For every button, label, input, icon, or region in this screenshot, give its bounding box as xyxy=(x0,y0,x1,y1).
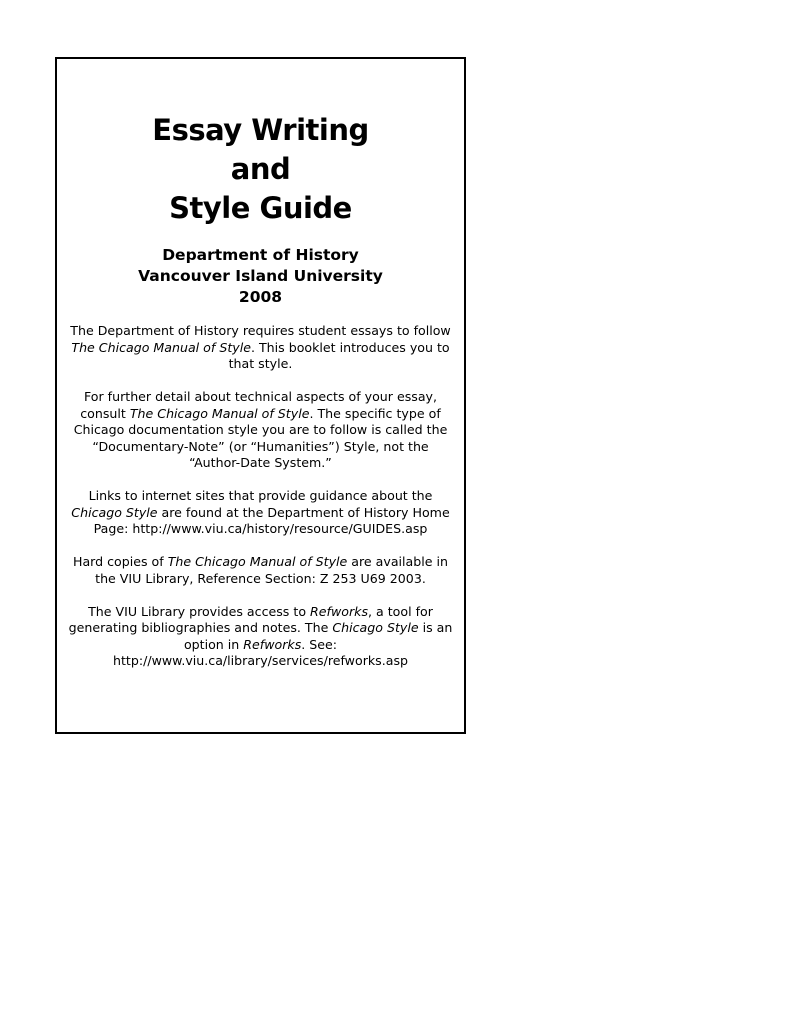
p3-text-c: are found at the Department of History Home Page: http://www.viu.ca/history/resource/GUIDES.asp xyxy=(93,504,450,536)
p5-refworks: Refworks xyxy=(310,603,369,619)
p2-text-a: For further detail about technical aspects of your essay, consult xyxy=(80,389,438,421)
p2-manual-title: The Chicago Manual of Style xyxy=(129,405,310,421)
p5-text-c: , a tool for generating bibliographies and notes. The xyxy=(68,603,433,635)
p5-style-name: Chicago Style xyxy=(332,620,419,635)
title-line-3: Style Guide xyxy=(169,191,352,225)
refworks-url: http://www.viu.ca/library/services/refworks.asp xyxy=(113,653,408,668)
paragraph-refworks xyxy=(67,604,454,670)
p2-text-c: . The specific type of Chicago documentation style you are to follow is called the “Documentary-Note” (or “Humanities”) Style, not the “Author-Date System.” xyxy=(73,405,448,470)
department-name: Department of History xyxy=(162,246,359,264)
p3-text-a: Links to internet sites that provide guidance about the xyxy=(88,488,433,503)
p5-text-a: The VIU Library provides access to xyxy=(88,603,311,619)
p5-text-e: is an option in xyxy=(183,620,453,652)
paragraph-further-detail xyxy=(67,389,454,472)
p4-text-c: are available in the VIU Library, Reference Section: Z 253 U69 2003. xyxy=(95,554,448,586)
university-name: Vancouver Island University xyxy=(138,267,383,285)
p4-manual-title: The Chicago Manual of Style xyxy=(167,554,348,569)
p1-text-c: . This booklet introduces you to that style. xyxy=(228,339,450,371)
p5-refworks-2: Refworks xyxy=(243,636,302,652)
title-line-2: and xyxy=(230,152,291,186)
p5-text-g: . See: xyxy=(301,636,338,652)
p1-text-a: The Department of History requires student essays to follow xyxy=(70,323,451,338)
department-block xyxy=(57,245,464,308)
paragraph-requirement xyxy=(67,323,454,373)
p3-style-name: Chicago Style xyxy=(71,504,158,520)
p4-text-a: Hard copies of xyxy=(72,554,168,569)
document-title xyxy=(57,111,464,228)
title-line-1: Essay Writing xyxy=(152,113,369,147)
cover-box xyxy=(55,57,466,734)
paragraph-links xyxy=(67,488,454,538)
p1-manual-title: The Chicago Manual of Style xyxy=(71,339,251,355)
body-text xyxy=(67,323,454,686)
paragraph-hard-copies xyxy=(67,554,454,587)
publication-year: 2008 xyxy=(238,288,283,306)
